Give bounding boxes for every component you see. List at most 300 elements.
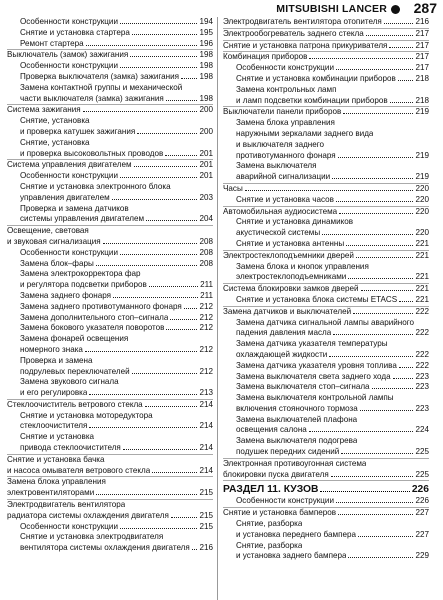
toc-page-number: 223: [415, 371, 429, 381]
dot-leader: [339, 213, 413, 214]
toc-entry-text: стеклоочистителя: [20, 421, 88, 431]
toc-chapter-entry[interactable]: [223, 184, 429, 195]
toc-page-number: 221: [415, 250, 429, 260]
toc-entry-text: Особенности конструкции: [20, 61, 118, 71]
dot-leader: [89, 394, 197, 395]
toc-entry-text: Снятие и установка часов: [236, 194, 334, 204]
toc-entry-text: Снятие и установка динамиков: [236, 217, 354, 227]
toc-chapter-entry[interactable]: [223, 307, 429, 318]
toc-page-number: 220: [415, 194, 429, 204]
toc-entry-text: включения стояночного тормоза: [236, 403, 358, 413]
dot-leader: [348, 278, 413, 279]
dot-leader: [336, 69, 414, 70]
toc-entry-text: Замена выключателя подогрева: [236, 436, 358, 446]
dot-leader: [338, 157, 414, 158]
toc-subentry[interactable]: [223, 436, 429, 458]
dot-leader: [96, 494, 197, 495]
toc-page-number: 201: [199, 160, 213, 170]
toc-subentry[interactable]: [7, 204, 213, 226]
toc-subentry[interactable]: [223, 318, 429, 340]
toc-section-heading[interactable]: [223, 483, 429, 496]
toc-entry-text: Снятие и установка патрона прикуривателя: [223, 40, 388, 50]
toc-page-number: 222: [415, 349, 429, 359]
toc-entry-text: номерного знака: [20, 344, 83, 354]
toc-page-number: 204: [199, 214, 213, 224]
toc-entry-text: Снятие, установка: [20, 137, 90, 147]
toc-entry-text: Снятие и установка антенны: [236, 238, 345, 248]
toc-entry-text: части выключателя (замка) зажигания: [20, 93, 164, 103]
toc-entry-text: и звуковая сигнализация: [7, 236, 101, 246]
toc-page-number: 223: [415, 403, 429, 413]
dot-leader: [393, 378, 414, 379]
toc-page-number: 220: [415, 206, 429, 216]
toc-page-number: 208: [199, 258, 213, 268]
toc-entry-text: Электродвигатель вентилятора: [7, 500, 126, 510]
dot-leader: [132, 34, 198, 35]
toc-entry-text: Замена звукового сигнала: [20, 377, 119, 387]
toc-entry-text: Замена датчиков и выключателей: [223, 306, 352, 316]
toc-chapter-entry[interactable]: [223, 107, 429, 118]
toc-entry-text: Особенности конструкции: [236, 63, 334, 73]
toc-page-number: 201: [199, 148, 213, 158]
toc-entry-text: и проверка катушек зажигания: [20, 126, 136, 136]
dot-leader: [112, 199, 198, 200]
toc-entry-text: управления двигателем: [20, 192, 110, 202]
toc-entry-text: Электростеклоподъемники дверей: [223, 250, 354, 260]
toc-subentry[interactable]: [223, 541, 429, 563]
toc-entry-text: Снятие и установка бачка: [7, 454, 105, 464]
toc-entry-text: Снятие и установка стартера: [20, 27, 130, 37]
toc-entry-text: Особенности конструкции: [20, 171, 118, 181]
dot-leader: [333, 334, 413, 335]
toc-subentry[interactable]: [223, 63, 429, 74]
toc-page-number: 229: [415, 551, 429, 561]
dot-leader: [343, 113, 413, 114]
dot-leader: [85, 351, 198, 352]
toc-page-number: 216: [415, 17, 429, 26]
toc-entry-text: Замена дополнительного стоп–сигнала: [20, 312, 169, 322]
toc-page-number: 214: [199, 465, 213, 475]
toc-entry-text: аварийной сигнализации: [236, 172, 331, 182]
toc-entry-text: Освещение, световая: [7, 226, 89, 236]
toc-entry-text: Особенности конструкции: [20, 521, 118, 531]
toc-entry-text: Снятие, разборка: [236, 540, 303, 550]
toc-column-left: [7, 17, 213, 600]
toc-entry-text: Снятие и установка блока системы ETACS: [236, 294, 398, 304]
toc-entry-text: Выключатель (замок) зажигания: [7, 50, 129, 60]
toc-subentry[interactable]: [223, 339, 429, 361]
toc-entry-text: Проверка выключателя (замка) зажигания: [20, 71, 180, 81]
toc-page-number: 196: [199, 38, 213, 48]
toc-subentry[interactable]: [223, 295, 429, 306]
toc-page-number: 212: [199, 301, 213, 311]
toc-entry-text: и насоса омывателя ветрового стекла: [7, 465, 151, 475]
toc-entry-text: РАЗДЕЛ 11. КУЗОВ: [223, 484, 319, 496]
toc-page-number: 220: [415, 228, 429, 238]
dot-leader: [120, 23, 198, 24]
toc-page-number: 215: [199, 521, 213, 531]
toc-page-number: 213: [199, 388, 213, 398]
toc-page-number: 220: [415, 183, 429, 193]
dot-leader: [384, 23, 414, 24]
toc-entry-text: и его регулировка: [20, 388, 88, 398]
toc-entry-text: Снятие и установка комбинации приборов: [236, 73, 396, 83]
dot-leader: [398, 80, 414, 81]
toc-chapter-entry[interactable]: [7, 455, 213, 477]
dot-leader: [171, 517, 198, 518]
toc-entry-text: Проверка и замена: [20, 355, 93, 365]
toc-subentry[interactable]: [7, 323, 213, 334]
toc-page-number: 222: [415, 360, 429, 370]
toc-subentry[interactable]: [7, 356, 213, 378]
toc-entry-text: подрулевых переключателей: [20, 366, 130, 376]
toc-page-number: 221: [415, 294, 429, 304]
toc-chapter-entry[interactable]: [7, 477, 213, 499]
dot-leader: [120, 67, 198, 68]
toc-entry-text: падения давления масла: [236, 328, 332, 338]
dot-leader: [120, 254, 198, 255]
toc-entry-text: электростеклоподъемниками: [236, 272, 347, 282]
toc-entry-text: Замена блока управления: [7, 477, 106, 487]
toc-page-number: 212: [199, 323, 213, 333]
dot-leader: [130, 56, 197, 57]
toc-entry-text: и установка переднего бампера: [236, 529, 356, 539]
toc-entry-text: Замена датчика указателя температуры: [236, 339, 388, 349]
toc-page-number: 219: [415, 172, 429, 182]
toc-page-number: 221: [415, 272, 429, 282]
toc-page-number: 222: [415, 328, 429, 338]
toc-chapter-entry[interactable]: [7, 226, 213, 248]
toc-page-number: 216: [199, 543, 213, 553]
toc-page-number: 217: [415, 40, 429, 50]
toc-page-number: 212: [199, 312, 213, 322]
toc-page-number: 224: [415, 425, 429, 435]
toc-subentry[interactable]: [7, 83, 213, 105]
toc-page-number: 218: [415, 73, 429, 83]
toc-entry-text: Комбинация приборов: [223, 52, 308, 62]
toc-subentry[interactable]: [7, 532, 213, 554]
toc-subentry[interactable]: [223, 161, 429, 183]
dot-leader: [329, 356, 413, 357]
dot-leader: [309, 58, 413, 59]
toc-entry-text: Система блокировки замков дверей: [223, 284, 359, 294]
toc-page-number: 211: [200, 280, 213, 290]
toc-entry-text: Замена контактной группы и механической: [20, 82, 183, 92]
toc-page-number: 201: [199, 171, 213, 181]
toc-entry-text: Особенности конструкции: [20, 247, 118, 257]
toc-entry-text: и ламп подсветки комбинации приборов: [236, 95, 388, 105]
dot-leader: [245, 190, 414, 191]
toc-entry-text: Электрообогреватель заднего стекла: [223, 28, 364, 38]
dot-leader: [134, 166, 198, 167]
dot-leader: [356, 257, 414, 258]
toc-subentry[interactable]: [7, 17, 213, 28]
toc-subentry[interactable]: [223, 393, 429, 415]
toc-entry-text: блокировки пуска двигателя: [223, 469, 329, 479]
toc-entry-text: Ремонт стартера: [20, 38, 84, 48]
toc-page-number: 200: [199, 126, 213, 136]
toc-chapter-entry[interactable]: [7, 105, 213, 116]
toc-subentry[interactable]: [7, 72, 213, 83]
toc-page-number: 198: [199, 50, 213, 60]
toc-page-number: 221: [415, 284, 429, 294]
toc-page-number: 226: [415, 496, 429, 506]
dot-leader: [336, 201, 414, 202]
toc-subentry[interactable]: [7, 302, 213, 313]
toc-subentry[interactable]: [223, 415, 429, 437]
toc-page-number: 194: [199, 17, 213, 26]
toc-page-number: 208: [199, 236, 213, 246]
dot-leader: [346, 245, 413, 246]
dot-leader: [320, 491, 409, 492]
dot-leader: [361, 290, 414, 291]
toc-entry-text: Замена блока и кнопок управления: [236, 261, 369, 271]
dot-leader: [389, 47, 413, 48]
toc-entry-text: Проверка и замена датчиков: [20, 203, 129, 213]
page-header: [0, 0, 443, 18]
toc-page-number: 214: [199, 399, 213, 409]
toc-entry-text: системы управления двигателем: [20, 214, 145, 224]
toc-page-number: 217: [415, 52, 429, 62]
toc-column-right: [223, 17, 429, 600]
toc-entry-text: Снятие и установка электронного блока: [20, 181, 171, 191]
toc-chapter-entry[interactable]: [7, 500, 213, 522]
toc-subentry[interactable]: [7, 61, 213, 72]
toc-chapter-entry[interactable]: [223, 508, 429, 519]
toc-subentry[interactable]: [223, 74, 429, 85]
dot-leader: [86, 45, 198, 46]
dot-leader: [120, 177, 198, 178]
toc-subentry[interactable]: [7, 259, 213, 270]
toc-entry-text: наружными зеркалами заднего вида: [236, 128, 374, 138]
toc-page-number: 227: [415, 529, 429, 539]
dot-leader: [331, 476, 414, 477]
toc-entry-text: акустической системы: [236, 228, 321, 238]
toc-subentry[interactable]: [7, 248, 213, 259]
dot-leader: [192, 549, 198, 550]
toc-entry-text: Замена заднего фонаря: [20, 290, 112, 300]
toc-entry-text: Снятие и установка моторедуктора: [20, 410, 153, 420]
toc-page-number: 218: [415, 95, 429, 105]
toc-subentry[interactable]: [223, 262, 429, 284]
toc-entry-text: Часы: [223, 183, 243, 193]
toc-subentry[interactable]: [7, 522, 213, 533]
toc-subentry[interactable]: [7, 39, 213, 50]
toc-entry-text: Особенности конструкции: [20, 17, 118, 26]
toc-page-number: 198: [199, 93, 213, 103]
dot-leader: [399, 367, 414, 368]
toc-entry-text: Автомобильная аудиосистема: [223, 206, 338, 216]
toc-entry-text: Снятие и установка бамперов: [223, 508, 337, 518]
toc-entry-text: Замена блок–фары: [20, 258, 94, 268]
toc-entry-text: Система зажигания: [7, 105, 81, 115]
toc-page-number: 217: [415, 63, 429, 73]
dot-leader: [145, 406, 198, 407]
dot-leader: [390, 102, 414, 103]
toc-chapter-entry[interactable]: [223, 52, 429, 63]
dot-leader: [170, 319, 197, 320]
toc-entry-text: охлаждающей жидкости: [236, 349, 328, 359]
toc-entry-text: Замена электрокорректора фар: [20, 269, 141, 279]
toc-entry-text: и проверка высоковольтных проводов: [20, 148, 164, 158]
toc-page-number: 225: [415, 447, 429, 457]
toc-entry-text: Замена блока управления: [236, 118, 335, 128]
toc-page-number: 215: [199, 510, 213, 520]
toc-subentry[interactable]: [7, 116, 213, 138]
dot-leader: [113, 297, 198, 298]
dot-leader: [146, 220, 197, 221]
toc-entry-text: вентилятора системы охлаждения двигателя: [20, 543, 190, 553]
toc-entry-text: Снятие и установка электродвигателя: [20, 532, 164, 542]
toc-page-number: 217: [415, 28, 429, 38]
toc-page-number: 221: [415, 238, 429, 248]
dot-leader: [132, 373, 198, 374]
toc-subentry[interactable]: [7, 269, 213, 291]
dot-leader: [353, 313, 413, 314]
toc-entry-text: радиатора системы охлаждения двигателя: [7, 510, 169, 520]
dot-leader: [338, 514, 413, 515]
dot-leader: [83, 111, 198, 112]
toc-subentry[interactable]: [7, 138, 213, 160]
dot-leader: [336, 502, 414, 503]
toc-subentry[interactable]: [7, 291, 213, 302]
dot-leader: [366, 35, 414, 36]
toc-chapter-entry[interactable]: [7, 160, 213, 171]
toc-entry-text: и регулятора подсветки приборов: [20, 280, 147, 290]
toc-page-number: 198: [199, 61, 213, 71]
dot-leader: [341, 453, 413, 454]
toc-page-number: 195: [199, 27, 213, 37]
dot-leader: [184, 308, 198, 309]
dot-leader: [399, 301, 413, 302]
toc-page-number: 203: [199, 192, 213, 202]
toc-entry-text: Особенности конструкции: [236, 496, 334, 506]
toc-page-number: 208: [199, 247, 213, 257]
dot-leader: [322, 234, 413, 235]
toc-subentry[interactable]: [7, 182, 213, 204]
toc-subentry[interactable]: [7, 171, 213, 182]
toc-chapter-entry[interactable]: [223, 251, 429, 262]
toc-page-number: 198: [199, 71, 213, 81]
toc-subentry[interactable]: [7, 432, 213, 454]
toc-entry-text: подушек передних сидений: [236, 447, 340, 457]
dot-leader: [358, 536, 414, 537]
toc-subentry[interactable]: [223, 217, 429, 239]
section-rule: [223, 480, 429, 481]
dot-leader: [166, 100, 198, 101]
dot-leader: [149, 286, 198, 287]
dot-leader: [166, 329, 197, 330]
toc-entry-text: Замена датчика сигнальной лампы аварийного: [236, 317, 415, 327]
toc-page-number: 214: [199, 421, 213, 431]
toc-subentry[interactable]: [223, 519, 429, 541]
toc-entry-text: Снятие, разборка: [236, 519, 303, 529]
toc-page-number: 223: [415, 382, 429, 392]
toc-entry-text: Замена выключателей плафона: [236, 414, 358, 424]
toc-subentry[interactable]: [7, 334, 213, 356]
dot-leader: [96, 265, 198, 266]
toc-page-number: 214: [199, 443, 213, 453]
toc-page-number: 222: [415, 306, 429, 316]
toc-entry-text: Замена контрольных ламп: [236, 84, 337, 94]
toc-chapter-entry[interactable]: [223, 41, 429, 52]
toc-subentry[interactable]: [7, 28, 213, 39]
toc-page-number: 215: [199, 488, 213, 498]
dot-leader: [120, 528, 198, 529]
toc-chapter-entry[interactable]: [223, 17, 429, 28]
page-number: 287: [413, 0, 437, 16]
dot-leader: [332, 178, 413, 179]
toc-entry-text: Замена фонарей освещения: [20, 334, 129, 344]
toc-entry-text: привода стеклоочистителя: [20, 443, 121, 453]
dot-leader: [165, 155, 197, 156]
toc-subentry[interactable]: [223, 372, 429, 383]
toc-entry-text: Стеклоочиститель ветрового стекла: [7, 399, 143, 409]
toc-chapter-entry[interactable]: [7, 50, 213, 61]
toc-entry-text: электровентиляторами: [7, 488, 95, 498]
dot-leader: [181, 78, 197, 79]
toc-subentry[interactable]: [223, 496, 429, 507]
toc-entry-text: освещения салона: [236, 425, 307, 435]
toc-entry-text: Выключатели панели приборов: [223, 107, 342, 117]
dot-leader: [137, 133, 197, 134]
toc-subentry[interactable]: [7, 377, 213, 399]
toc-chapter-entry[interactable]: [223, 29, 429, 40]
running-header-title: MITSUBISHI LANCER: [276, 3, 387, 15]
toc-page-number: 226: [411, 484, 429, 496]
dot-leader: [372, 388, 414, 389]
toc-page-number: 225: [415, 469, 429, 479]
toc-entry-text: Замена заднего противотуманного фонаря: [20, 301, 182, 311]
toc-subentry[interactable]: [223, 85, 429, 107]
dot-leader: [89, 427, 197, 428]
toc-entry-text: и установка заднего бампера: [236, 551, 347, 561]
dot-leader: [103, 243, 198, 244]
toc-chapter-entry[interactable]: [223, 284, 429, 295]
toc-entry-text: Замена выключателя света заднего хода: [236, 371, 391, 381]
bullet-dot-icon: [391, 5, 400, 14]
toc-page-number: 211: [200, 290, 213, 300]
dot-leader: [360, 410, 414, 411]
dot-leader: [123, 449, 198, 450]
toc-chapter-entry[interactable]: [7, 400, 213, 411]
toc-entry-text: и выключателя заднего: [236, 139, 325, 149]
toc-entry-text: Замена выключателя контрольной лампы: [236, 393, 394, 403]
toc-chapter-entry[interactable]: [223, 459, 429, 481]
toc-entry-text: Система управления двигателем: [7, 160, 132, 170]
toc-page-number: 200: [199, 105, 213, 115]
dot-leader: [348, 557, 413, 558]
toc-subentry[interactable]: [223, 361, 429, 372]
toc-subentry[interactable]: [7, 411, 213, 433]
dot-leader: [152, 472, 197, 473]
toc-page-number: 219: [415, 150, 429, 160]
toc-subentry[interactable]: [223, 118, 429, 161]
toc-subentry[interactable]: [223, 239, 429, 250]
toc-entry-text: Электродвигатель вентилятора отопителя: [223, 17, 382, 26]
toc-entry-text: Замена датчика указателя уровня топлива: [236, 360, 397, 370]
column-divider: [217, 17, 218, 600]
toc-page-number: 212: [199, 344, 213, 354]
toc-subentry[interactable]: [223, 195, 429, 206]
toc-subentry[interactable]: [223, 382, 429, 393]
toc-page-number: 212: [199, 366, 213, 376]
toc-chapter-entry[interactable]: [223, 207, 429, 218]
toc-entry-text: Электронная противоугонная система: [223, 458, 367, 468]
toc-entry-text: Снятие и установка: [20, 432, 95, 442]
toc-subentry[interactable]: [7, 313, 213, 324]
toc-page-number: 227: [415, 508, 429, 518]
